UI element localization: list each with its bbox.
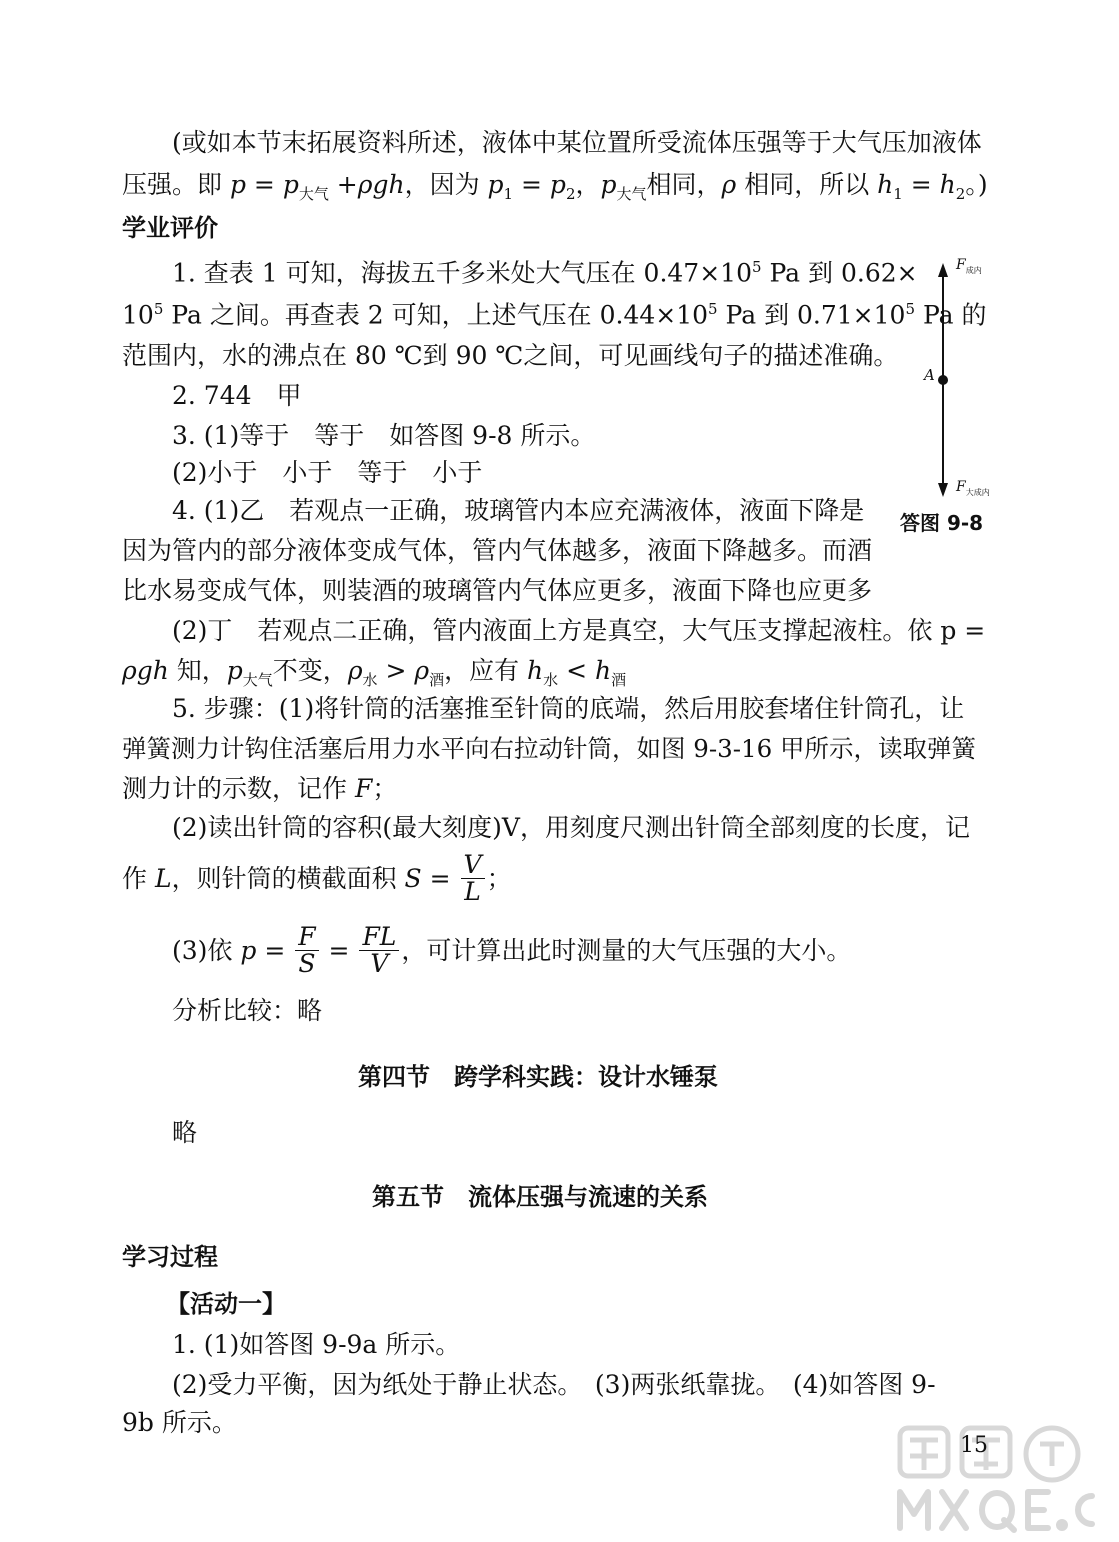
fraction-v-over-l: $\frac{V}{L}$ xyxy=(461,852,485,906)
activity-1-item-2a: (2)受力平衡，因为纸处于静止状态。 (3)两张纸靠拢。 (4)如答图 9- xyxy=(172,1370,936,1399)
q4-line-1: 4. (1)乙 若观点一正确，玻璃管内本应充满液体，液面下降是 xyxy=(172,496,865,525)
q5-line-1: 5. 步骤：(1)将针筒的活塞推至针筒的底端，然后用胶套堵住针筒孔，让 xyxy=(172,694,965,723)
q5-line-3: 测力计的示数，记作 F； xyxy=(122,774,398,803)
q1-line-2: $10^5$ Pa 之间。再查表 2 可知，上述气压在 $0.44\times 10^5$ Pa 到 $0.71\times 10^5$ Pa 的 xyxy=(122,300,987,330)
activity-1-item-1: 1. (1)如答图 9-9a 所示。 xyxy=(172,1330,461,1359)
point-a-label: A xyxy=(924,366,935,384)
q1-line-1: 1. 查表 1 可知，海拔五千多米处大气压在 $0.47\times 10^5$ Pa 到 0.62× xyxy=(172,258,918,288)
q4-line-4: (2)丁 若观点二正确，管内液面上方是真空，大气压支撑起液柱。依 p = xyxy=(172,616,986,645)
q3-line-1: 3. (1)等于 等于 如答图 9-8 所示。 xyxy=(172,421,596,450)
q4-line-5: ρgh 知，$p_{大气}$不变，$\rho_水 > \rho_酒$，应有 $h_水 < h_酒$ xyxy=(122,656,627,689)
q1-line-3: 范围内，水的沸点在 80 ℃到 90 ℃之间，可见画线句子的描述准确。 xyxy=(122,341,899,370)
point-a-dot xyxy=(938,375,948,385)
watermark-logo xyxy=(870,1420,1119,1536)
activity-1-item-2b: 9b 所示。 xyxy=(122,1408,237,1437)
figure-caption: 答图 9-8 xyxy=(900,511,984,535)
q5-line-2: 弹簧测力计钩住活塞后用力水平向右拉动针筒，如图 9-3-16 甲所示，读取弹簧 xyxy=(122,734,976,763)
figure-9-8 xyxy=(880,255,1020,545)
fraction-fl-over-v: $\frac{FL}{V}$ xyxy=(359,924,399,978)
arrow-up-icon xyxy=(938,263,948,277)
section-4-body: 略 xyxy=(172,1118,198,1147)
analysis-line: 分析比较：略 xyxy=(172,996,323,1025)
fraction-f-over-s: $\frac{F}{S}$ xyxy=(295,924,318,978)
intro-line-1: (或如本节末拓展资料所述，液体中某位置所受流体压强等于大气压加液体 xyxy=(172,128,982,157)
section-4-title: 第四节 跨学科实践：设计水锤泵 xyxy=(358,1063,718,1091)
watermark-stamp-icon xyxy=(870,1420,1119,1536)
heading-xuexi-guocheng: 学习过程 xyxy=(122,1243,218,1271)
q5-line-5: 作 L，则针筒的横截面积 S = $\frac{V}{L}$ ； xyxy=(122,850,512,907)
force-diagram xyxy=(880,255,1020,545)
section-5-title: 第五节 流体压强与流速的关系 xyxy=(372,1183,708,1211)
q3-line-2: (2)小于 小于 等于 小于 xyxy=(172,458,483,487)
intro-line-2: 压强。即 $p = p_{大气} +\rho gh$，因为 $p_1 = p_2$，$p_{大气}$相同，ρ 相同，所以 $h_1 = h_2$。) xyxy=(122,170,988,203)
activity-1-label: 【活动一】 xyxy=(166,1290,286,1318)
q5-line-4: (2)读出针筒的容积(最大刻度)V，用刻度尺测出针筒全部刻度的长度，记 xyxy=(172,813,970,842)
arrow-down-icon xyxy=(938,483,948,497)
heading-xueye-pingjia: 学业评价 xyxy=(122,214,218,242)
q4-line-2: 因为管内的部分液体变成气体，管内气体越多，液面下降越多。而酒 xyxy=(122,536,873,565)
page-number: 15 xyxy=(960,1433,988,1458)
q2-line: 2. 744 甲 xyxy=(172,381,302,410)
force-top-label: $F_{成内}$ xyxy=(956,257,982,275)
q5-line-6: (3)依 p = $\frac{F}{S}$ = $\frac{FL}{V}$ ，可计算出此时测量的大气压强的大小。 xyxy=(172,922,852,979)
q4-line-3: 比水易变成气体，则装酒的玻璃管内气体应更多，液面下降也应更多 xyxy=(122,576,873,605)
force-bottom-label: $F_{大成内}$ xyxy=(956,479,990,497)
